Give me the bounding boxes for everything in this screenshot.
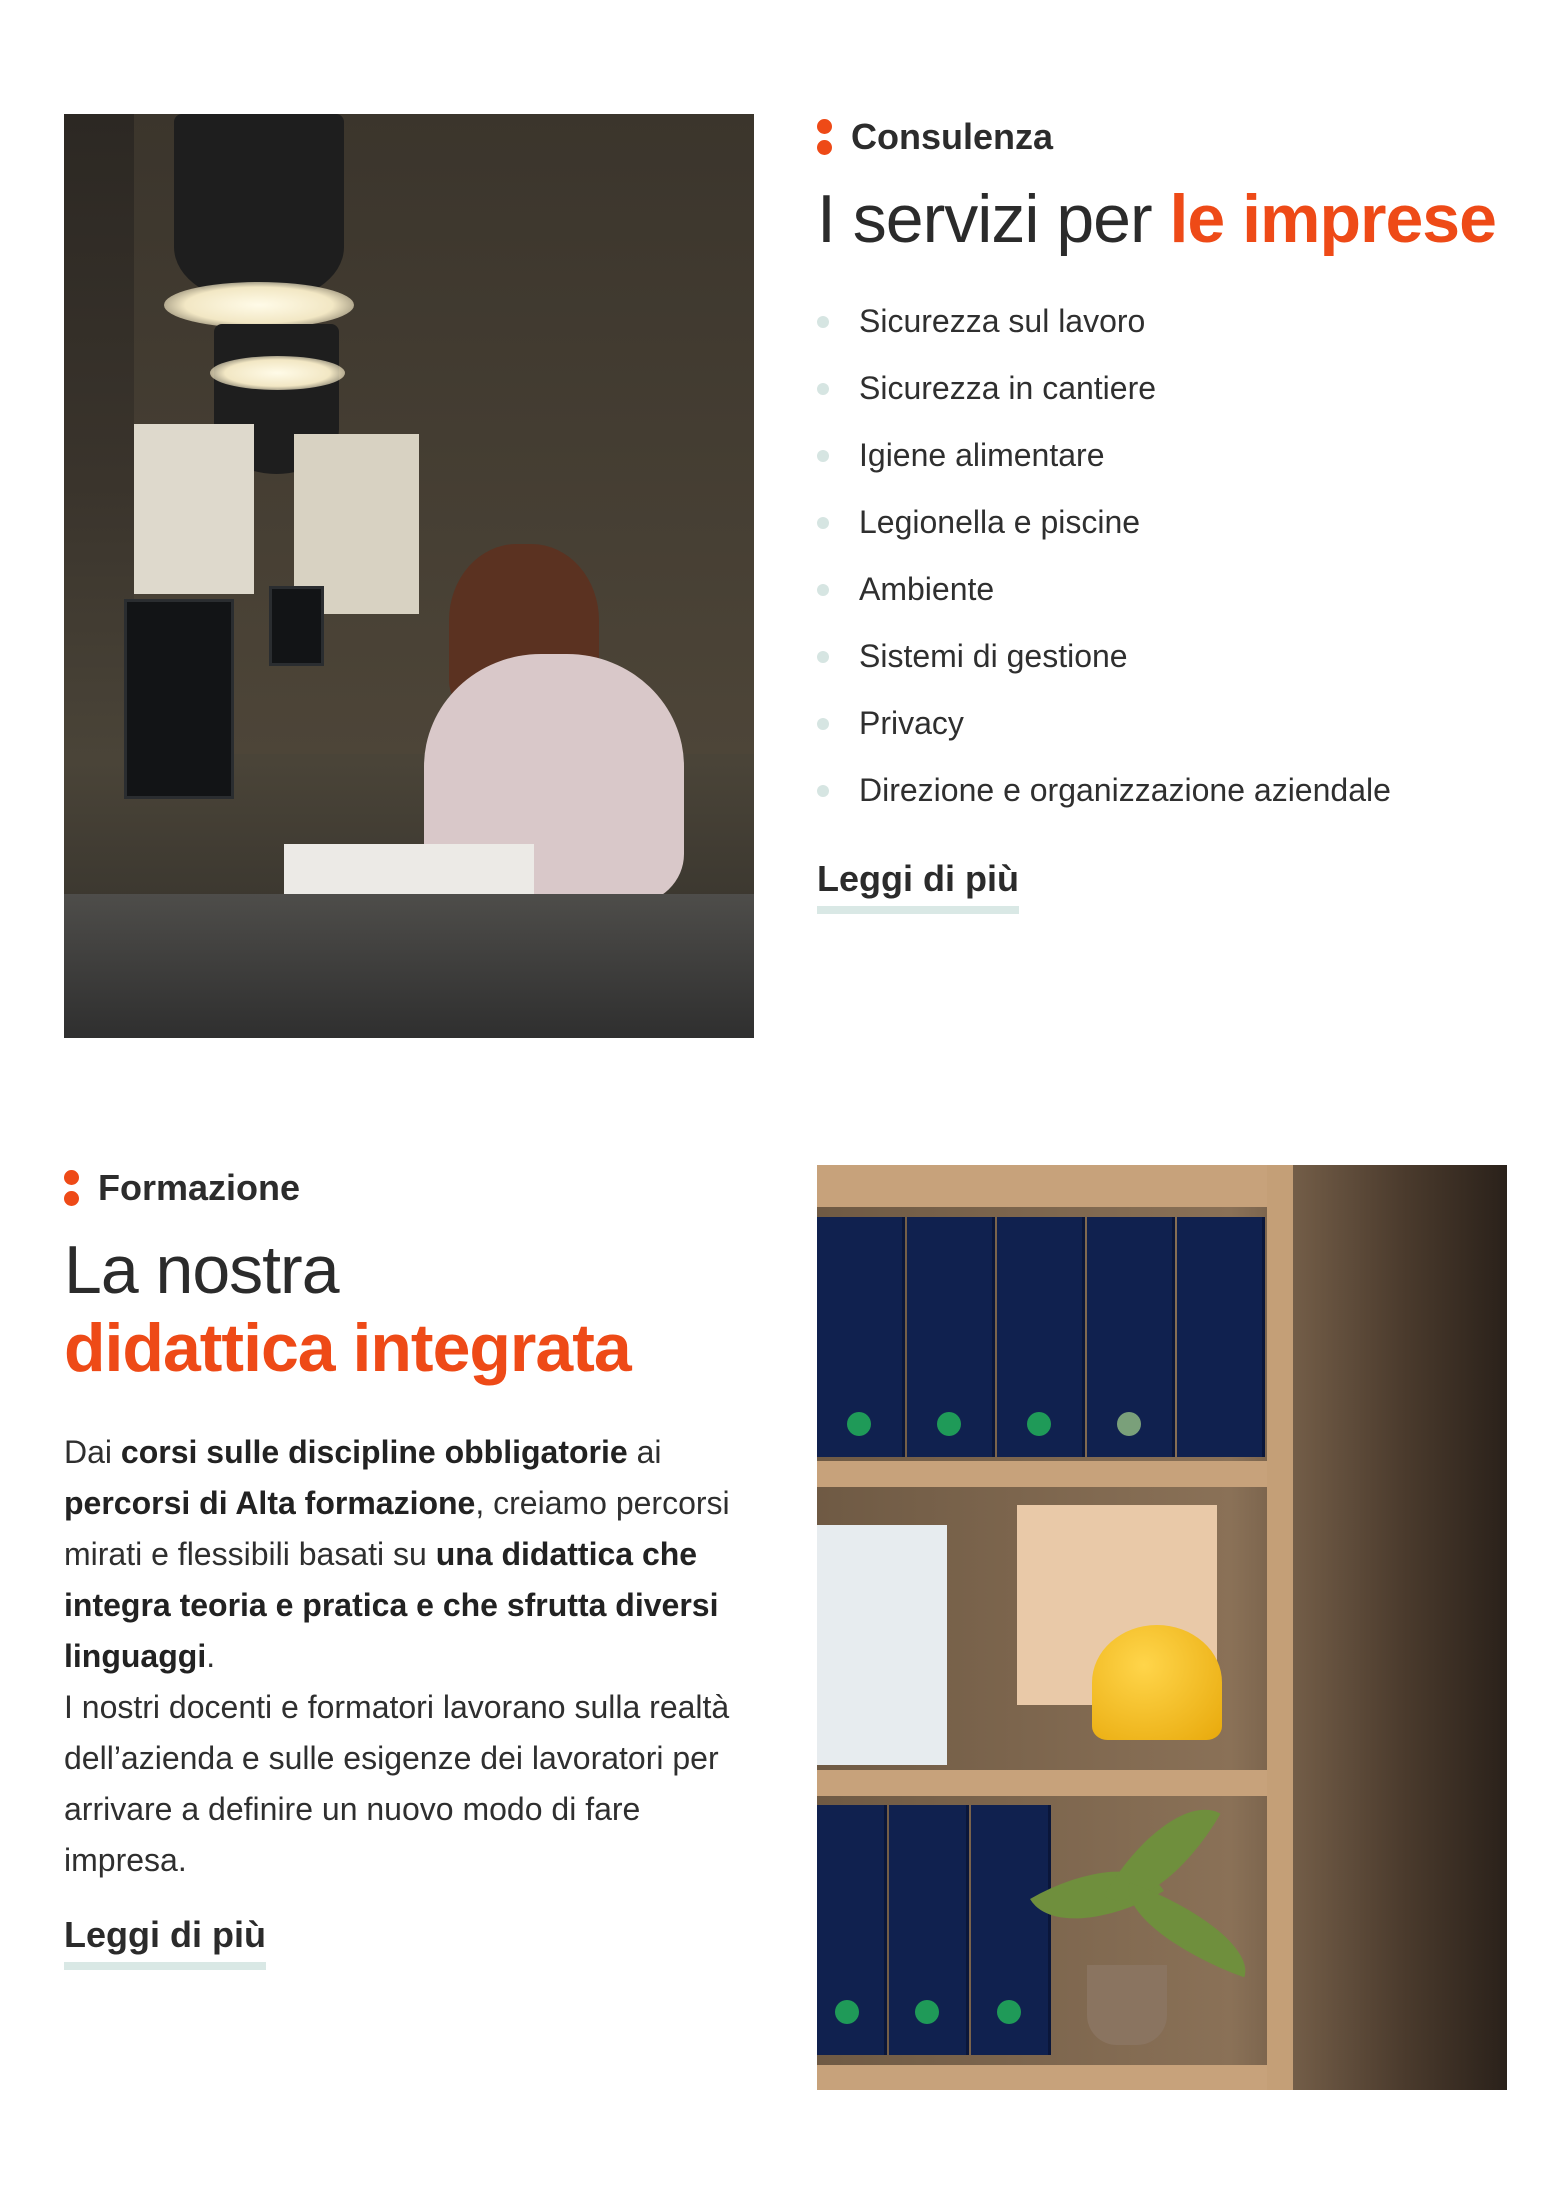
list-item (817, 422, 1517, 489)
service-label: Direzione e organizzazione aziendale (859, 772, 1391, 808)
computer-monitor (124, 599, 234, 799)
list-item (817, 489, 1517, 556)
eyebrow-label: Formazione (98, 1167, 301, 1208)
shelf-board (817, 1165, 1277, 1207)
section-title (64, 1231, 764, 1387)
service-label: Igiene alimentare (859, 437, 1105, 473)
para-bold: percorsi di Alta formazione (64, 1485, 476, 1521)
service-label: Sistemi di gestione (859, 638, 1128, 674)
bullet-icon (817, 316, 829, 328)
binder (1087, 1217, 1175, 1457)
service-label: Legionella e piscine (859, 504, 1141, 540)
service-label: Sicurezza sul lavoro (859, 303, 1146, 339)
binder (1177, 1217, 1265, 1457)
shelf-board (817, 1461, 1277, 1487)
formazione-content (64, 1163, 764, 1970)
bullet-icon (817, 785, 829, 797)
eyebrow-label: Consulenza (851, 116, 1054, 157)
service-label: Sicurezza in cantiere (859, 370, 1157, 406)
bullet-icon (817, 651, 829, 663)
para-text: , creiamo percorsi mirati e flessibili basati su (64, 1485, 730, 1572)
para-bold: corsi sulle discipline obbligatorie (120, 1434, 628, 1470)
title-plain: I servizi per (817, 181, 1170, 257)
title-highlight: le imprese (1169, 181, 1496, 257)
office-desk (64, 894, 754, 1038)
eyebrow-dots-icon (817, 119, 833, 155)
shelf-post (1267, 1165, 1293, 2090)
section-title (817, 180, 1517, 258)
lamp-glow (164, 282, 354, 328)
para-text: . (206, 1638, 216, 1674)
formazione-section (0, 1100, 1568, 2200)
title-highlight: didattica integrata (64, 1310, 631, 1386)
eyebrow (817, 112, 1517, 162)
binder (817, 1217, 905, 1457)
lamp-glow (210, 356, 345, 390)
list-item (817, 288, 1517, 355)
binder (971, 1805, 1051, 2055)
bullet-icon (817, 383, 829, 395)
hard-hat-icon (1092, 1625, 1222, 1740)
plant-pot (1087, 1965, 1167, 2045)
shelf-board (817, 1770, 1277, 1796)
plant-leaf (1113, 1883, 1262, 1978)
services-list (817, 288, 1517, 824)
wall-poster (134, 424, 254, 594)
consulenza-content (817, 112, 1517, 914)
para-text: ai (627, 1434, 662, 1470)
eyebrow-dots-icon (64, 1170, 80, 1206)
para-text: I nostri docenti e formatori lavorano sulla realtà dell’azienda e sulle esigenze dei lavoratori per arrivare a definire un nuovo modo di fare impresa. (64, 1689, 730, 1878)
shelf-board (817, 2065, 1277, 2090)
read-more-link[interactable]: Leggi di più (817, 858, 1019, 914)
description-paragraph (64, 1427, 754, 1886)
title-plain: La nostra (64, 1232, 339, 1308)
list-item (817, 355, 1517, 422)
pendant-lamp (174, 114, 344, 304)
bullet-icon (817, 718, 829, 730)
para-text: Dai (64, 1434, 121, 1470)
binder (817, 1805, 887, 2055)
read-more-link[interactable]: Leggi di più (64, 1914, 266, 1970)
list-item (817, 690, 1517, 757)
service-label: Ambiente (859, 571, 995, 607)
book-stack (817, 1525, 947, 1765)
bullet-icon (817, 584, 829, 596)
eyebrow (64, 1163, 764, 1213)
list-item (817, 556, 1517, 623)
para-bold: una didattica che integra teoria e pratica e che sfrutta diversi linguaggi (64, 1536, 719, 1674)
office-photo (64, 114, 754, 1038)
service-label: Privacy (859, 705, 964, 741)
binder (889, 1805, 969, 2055)
shelf-photo (817, 1165, 1507, 2090)
binder (907, 1217, 995, 1457)
list-item (817, 757, 1517, 824)
computer-monitor (269, 586, 324, 666)
bullet-icon (817, 450, 829, 462)
list-item (817, 623, 1517, 690)
binder (997, 1217, 1085, 1457)
bullet-icon (817, 517, 829, 529)
